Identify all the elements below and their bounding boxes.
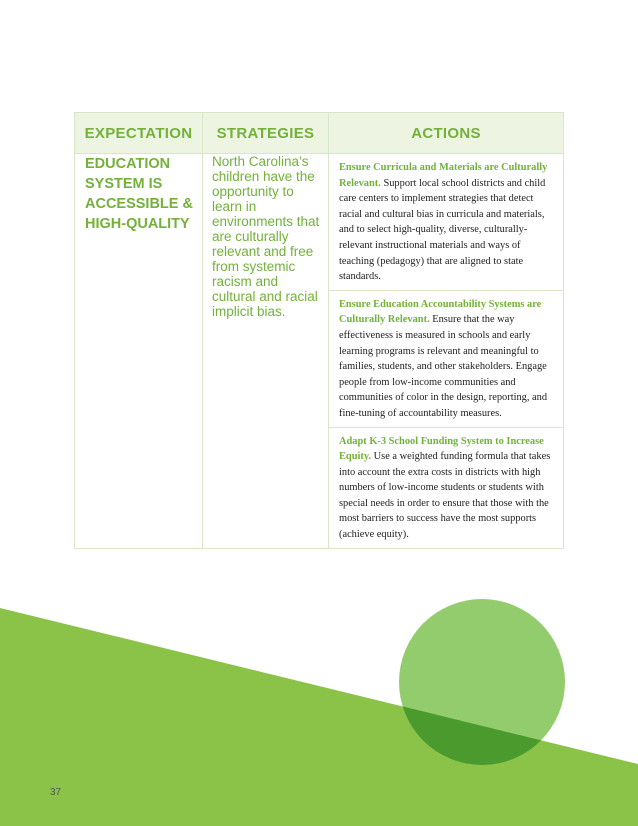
header-expectation: EXPECTATION	[75, 113, 203, 154]
action-cell-3	[329, 427, 564, 548]
table-row	[75, 154, 564, 291]
action-title: Ensure Education Accountability Systems are Culturally Relevant.	[339, 298, 542, 326]
action-cell-1	[329, 154, 564, 291]
table-header-row	[75, 113, 564, 154]
action-text: Ensure that the way effectiveness is measured in schools and early learning programs is relevant and meaningful to families, students, and other stakeholders. Engage people from low-income communities and communities of color in the design, reporting, and fine-tuning of accountability measures.	[339, 314, 548, 419]
page-number: 37	[50, 787, 62, 798]
action-text: Support local school districts and child care centers to implement strategies that detect racial and cultural bias in curricula and materials, and to select high-quality, diverse, culturally-relevant instructional materials and ways of teaching (pedagogy) that are aligned to state standards.	[339, 177, 546, 283]
action-text: Use a weighted funding formula that takes into account the extra costs in districts with high numbers of low-income students or students with special needs in order to ensure that those with the most barriers to success have the most supports (achieve equity).	[339, 451, 551, 541]
header-strategies: STRATEGIES	[203, 113, 329, 154]
action-cell-2	[329, 290, 564, 427]
action-title: Ensure Curricula and Materials are Culturally Relevant.	[339, 162, 548, 189]
header-actions: ACTIONS	[329, 113, 564, 154]
action-title: Adapt K-3 School Funding System to Increase Equity.	[339, 435, 544, 463]
expectation-cell: EDUCATION SYSTEM IS ACCESSIBLE & HIGH-QUALITY	[75, 154, 203, 549]
strategy-table	[74, 112, 564, 549]
strategy-cell: North Carolina’s children have the opportunity to learn in environments that are culturally relevant and free from systemic racism and cultural and racial implicit bias.	[203, 154, 329, 549]
